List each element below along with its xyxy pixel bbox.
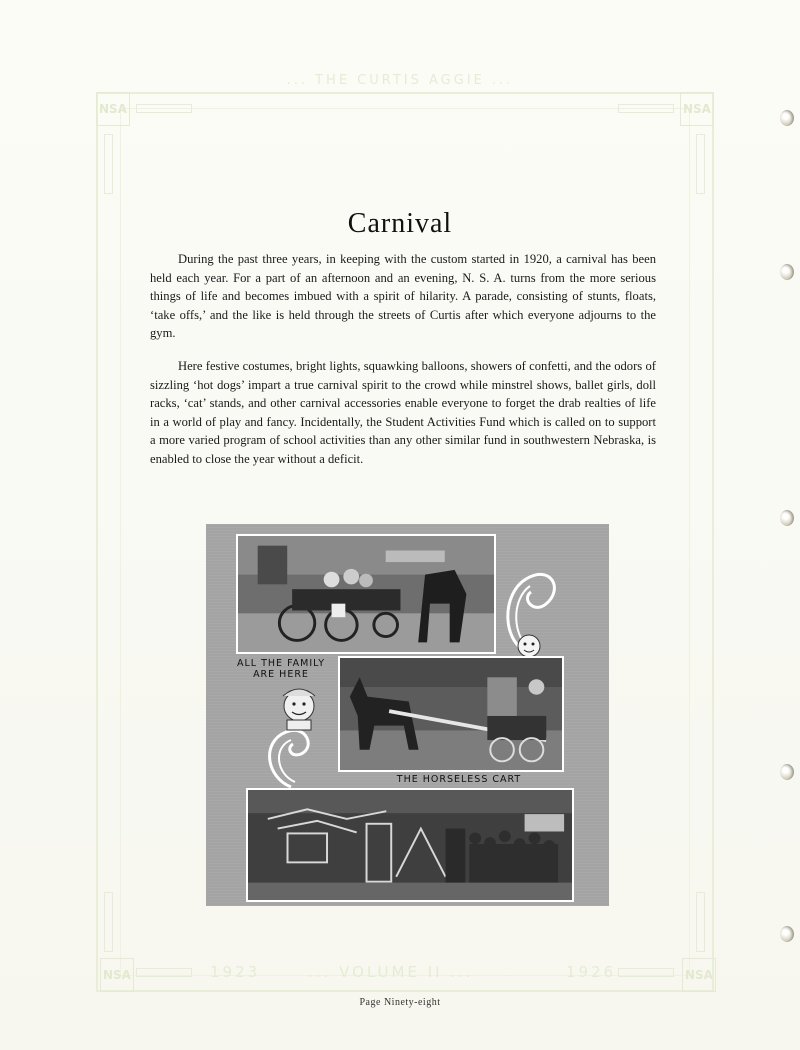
binder-hole <box>780 264 794 280</box>
footer-volume: ... VOLUME II ... <box>308 963 474 981</box>
border-ornament <box>136 968 192 977</box>
binder-hole <box>780 926 794 942</box>
corner-monogram: NSA <box>680 92 714 126</box>
photo-horse-buggy <box>236 534 496 654</box>
corner-monogram: NSA <box>96 92 130 126</box>
footer-year-left: 1923 <box>210 963 261 981</box>
border-ornament <box>104 892 113 952</box>
border-ornament <box>618 104 674 113</box>
corner-monogram: NSA <box>682 958 716 992</box>
border-ornament <box>696 892 705 952</box>
clown-ornament-icon <box>261 682 336 792</box>
binder-hole <box>780 764 794 780</box>
corner-monogram: NSA <box>100 958 134 992</box>
running-title: ... THE CURTIS AGGIE ... <box>286 73 514 88</box>
article-body <box>150 250 656 483</box>
article-title: Carnival <box>347 208 453 239</box>
photo-horseless-cart <box>338 656 564 772</box>
border-ornament <box>618 968 674 977</box>
footer-year-right: 1926 <box>566 963 617 981</box>
scroll-ornament-icon <box>496 554 566 664</box>
paragraph: Here festive costumes, bright lights, squawking balloons, showers of confetti, and the odors of sizzling ‘hot dogs’ impart a true carnival spirit to the crowd while minstrel shows, ballet girls, doll racks, ‘cat’ stands, and other carnival accessories enable everyone to forget the drab realties of life in a world of play and fancy. Incidentally, the Student Activities Fund which is called on to support a more varied program of school activities than any other similar fund in southwestern Nebraska, is enabled to close the year without a deficit. <box>150 358 656 466</box>
caption-family: ALL THE FAMILY ARE HERE <box>237 658 325 680</box>
binder-hole <box>780 510 794 526</box>
border-ornament <box>104 134 113 194</box>
border-ornament <box>136 104 192 113</box>
photo-collage <box>206 524 609 906</box>
photo-gym-carnival <box>246 788 574 902</box>
paragraph: During the past three years, in keeping with the custom started in 1920, a carnival has been held each year. For a part of an afternoon and an evening, N. S. A. turns from the more serious things of life and becomes imbued with a spirit of hilarity. A parade, consisting of stunts, floats, ‘take offs,’ and the like is held through the streets of Curtis after which everyone adjourns to the gym. <box>150 252 656 341</box>
page-number: Page Ninety-eight <box>359 997 441 1008</box>
caption-cart: THE HORSELESS CART <box>396 774 522 785</box>
border-ornament <box>696 134 705 194</box>
binder-hole <box>780 110 794 126</box>
